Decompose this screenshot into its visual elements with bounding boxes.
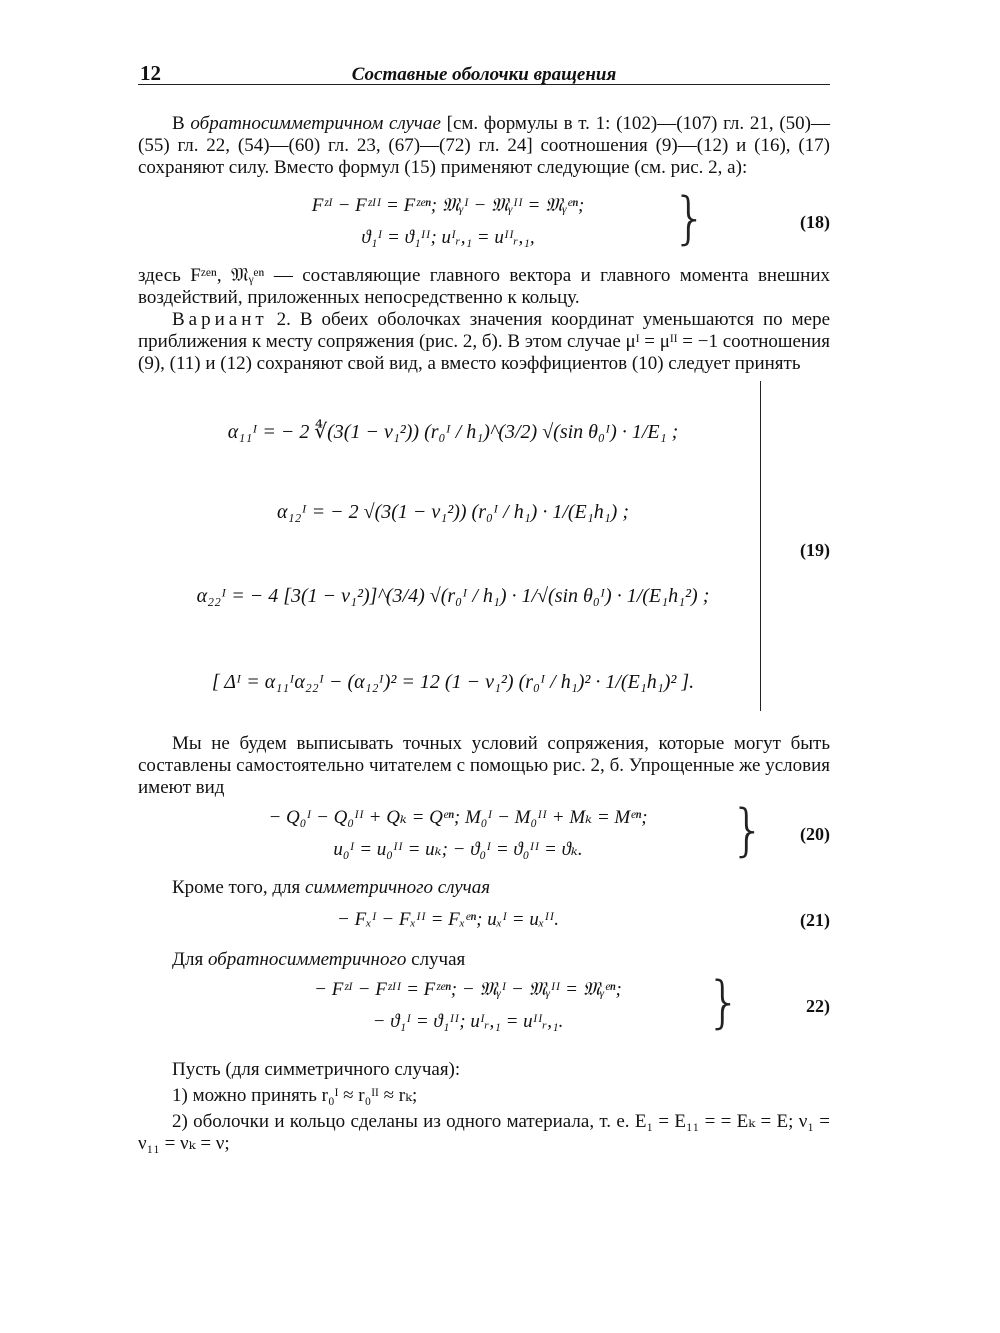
eq19-bracket xyxy=(760,381,761,711)
eq22-brace: } xyxy=(706,970,742,1035)
paragraph-2: здесь Fᶻᵉⁿ, 𝔐ᵧᵉⁿ — составляющие главного вектора и главного момента внешних воздействий, приложенных непосредственно к кольцу. xyxy=(138,265,830,308)
equation-21 xyxy=(138,899,830,939)
equation-18 xyxy=(138,183,830,259)
eq19-number: (19) xyxy=(800,540,830,560)
paragraph-1: В обратносимметричном случае [см. формулы в т. 1: (102)—(107) гл. 21, (50)—(55) гл. 22, (54)—(60) гл. 23, (67)—(72) гл. 24] соотношения (9)—(12) и (16), (17) сохраняют силу. Вместо формул (15) применяют следующие (см. рис. 2, а): xyxy=(138,113,830,178)
paragraph-5: Кроме того, для симметричного случая xyxy=(172,877,491,898)
eq19-line1: α₁₁ᴵ = − 2 ∜(3(1 − ν₁²)) (r₀ᴵ / h₁)^(3/2) √(sin θ₀ᴵ) · 1/E₁ ; xyxy=(227,421,679,443)
running-title: Составные оболочки вращения xyxy=(351,64,617,85)
equation-22 xyxy=(138,971,830,1045)
eq22-line2: − ϑ₁ᴵ = ϑ₁ᴵᴵ; uᴵᵣ,₁ = uᴵᴵᵣ,₁. xyxy=(372,1011,564,1032)
equation-20 xyxy=(138,799,830,871)
eq18-line2: ϑ₁ᴵ = ϑ₁ᴵᴵ; uᴵᵣ,₁ = uᴵᴵᵣ,₁, xyxy=(361,227,535,248)
eq20-brace: } xyxy=(730,798,766,863)
eq20-line2: u₀ᴵ = u₀ᴵᴵ = uₖ; − ϑ₀ᴵ = ϑ₀ᴵᴵ = ϑₖ. xyxy=(333,839,583,860)
eq19-line2: α₁₂ᴵ = − 2 √(3(1 − ν₁²)) (r₀ᴵ / h₁) · 1/(E₁h₁) ; xyxy=(276,501,629,523)
eq21-line1: − Fₓᴵ − Fₓᴵᴵ = Fₓᵉⁿ; uₓᴵ = uₓᴵᴵ. xyxy=(337,909,559,930)
page-header xyxy=(138,52,830,85)
eq19-line4: [ Δᴵ = α₁₁ᴵα₂₂ᴵ − (α₁₂ᴵ)² = 12 (1 − ν₁²) (r₀ᴵ / h₁)² · 1/(E₁h₁)² ]. xyxy=(211,671,695,693)
paragraph-3: Вариант 2. В обеих оболочках значения координат уменьшаются по мере приближения к месту сопряжения (рис. 2, б). В этом случае μᴵ = μᴵᴵ = −1 соотношения (9), (11) и (12) сохраняют свой вид, а вместо коэффициентов (10) следует принять xyxy=(138,309,830,374)
eq20-line1: − Q₀ᴵ − Q₀ᴵᴵ + Qₖ = Qᵉⁿ; M₀ᴵ − M₀ᴵᴵ + Mₖ = Mᵉⁿ; xyxy=(268,807,648,828)
page xyxy=(138,52,830,1155)
paragraph-7: Пусть (для симметричного случая): xyxy=(172,1059,461,1080)
equation-19 xyxy=(138,381,830,727)
paragraph-6: Для обратносимметричного случая xyxy=(172,949,466,970)
eq21-number: (21) xyxy=(800,910,830,930)
eq18-brace: } xyxy=(672,186,708,251)
list-item-2: 2) оболочки и кольцо сделаны из одного материала, т. е. E₁ = E₁₁ = = Eₖ = E; ν₁ = ν₁₁ = νₖ = ν; xyxy=(138,1111,830,1154)
eq22-number: 22) xyxy=(806,996,830,1016)
eq22-line1: − Fᶻᴵ − Fᶻᴵᴵ = Fᶻᵉⁿ; − 𝔐ᵧᴵ − 𝔐ᵧᴵᴵ = 𝔐ᵧᵉⁿ; xyxy=(314,979,622,1000)
page-number: 12 xyxy=(140,61,161,85)
list-item-1: 1) можно принять r₀ᴵ ≈ r₀ᴵᴵ ≈ rₖ; xyxy=(172,1085,418,1106)
paragraph-4: Мы не будем выписывать точных условий сопряжения, которые могут быть составлены самостоятельно читателем с помощью рис. 2, б. Упрощенные же условия имеют вид xyxy=(138,733,830,798)
eq20-number: (20) xyxy=(800,824,830,844)
eq18-number: (18) xyxy=(800,212,830,232)
eq18-line1: Fᶻᴵ − Fᶻᴵᴵ = Fᶻᵉⁿ; 𝔐ᵧᴵ − 𝔐ᵧᴵᴵ = 𝔐ᵧᵉⁿ; xyxy=(311,195,585,216)
eq19-line3: α₂₂ᴵ = − 4 [3(1 − ν₁²)]^(3/4) √(r₀ᴵ / h₁) · 1/√(sin θ₀ᴵ) · 1/(E₁h₁²) ; xyxy=(196,585,710,607)
